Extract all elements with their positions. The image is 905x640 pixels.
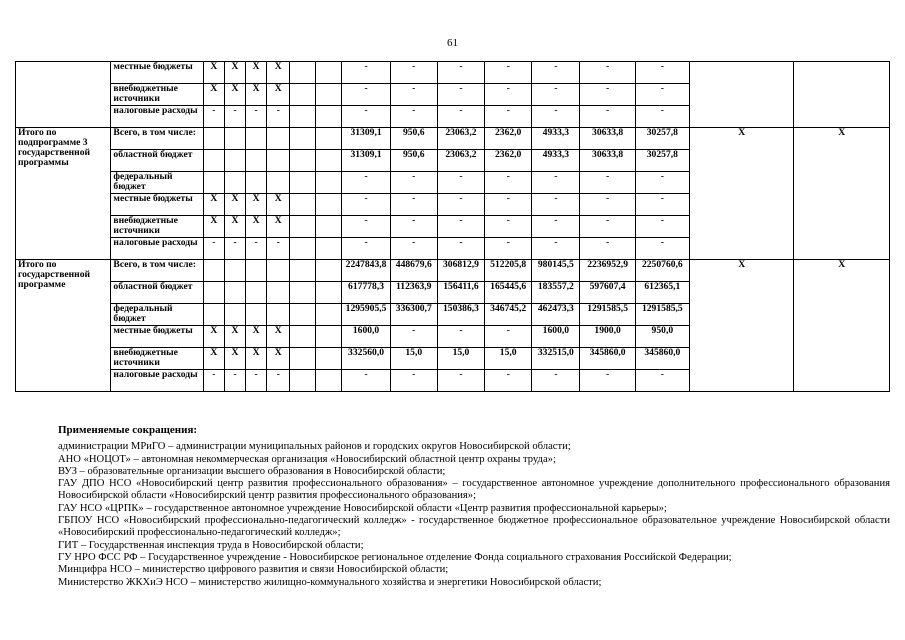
- value-cell: 2362,0: [485, 128, 532, 150]
- mark-cell: X: [203, 194, 224, 216]
- value-cell: -: [485, 194, 532, 216]
- mark-cell: [203, 172, 224, 194]
- value-cell: 336300,7: [390, 304, 437, 326]
- empty-cell: [290, 260, 316, 282]
- mark-cell: X: [267, 216, 290, 238]
- mark-cell: -: [246, 370, 267, 392]
- mark-cell: X: [203, 84, 224, 106]
- funding-source: внебюджетные источники: [111, 84, 203, 106]
- abbreviation-line: ГБПОУ НСО «Новосибирский профессионально-педагогический колледж» - государственное бюджетное профессиональное образовательное учреждение Новосибирской области «Новосибирский профессионально-педагогический колледж»;: [58, 515, 890, 539]
- mark-cell: -: [267, 106, 290, 128]
- value-cell: 617778,3: [342, 282, 390, 304]
- mark-cell: [224, 304, 245, 326]
- mark-cell: -: [203, 106, 224, 128]
- value-cell: 346745,2: [485, 304, 532, 326]
- value-cell: -: [390, 326, 437, 348]
- funding-source: местные бюджеты: [111, 62, 203, 84]
- value-cell: 30257,8: [635, 150, 689, 172]
- mark-cell: X: [203, 216, 224, 238]
- empty-cell: [290, 84, 316, 106]
- tail-cell: X: [794, 260, 890, 392]
- mark-cell: [203, 304, 224, 326]
- mark-cell: X: [203, 62, 224, 84]
- mark-cell: [246, 150, 267, 172]
- value-cell: -: [485, 238, 532, 260]
- mark-cell: -: [203, 370, 224, 392]
- value-cell: 165445,6: [485, 282, 532, 304]
- mark-cell: [224, 128, 245, 150]
- empty-cell: [290, 106, 316, 128]
- value-cell: -: [532, 194, 580, 216]
- empty-cell: [290, 172, 316, 194]
- abbreviation-line: ГИТ – Государственная инспекция труда в Новосибирской области;: [58, 539, 364, 551]
- empty-cell: [290, 370, 316, 392]
- value-cell: -: [390, 62, 437, 84]
- value-cell: 30257,8: [635, 128, 689, 150]
- empty-cell: [290, 150, 316, 172]
- mark-cell: X: [203, 348, 224, 370]
- value-cell: 2247843,8: [342, 260, 390, 282]
- value-cell: -: [390, 172, 437, 194]
- value-cell: -: [390, 370, 437, 392]
- tail-cell: X: [689, 260, 793, 392]
- funding-source: Всего, в том числе:: [111, 260, 203, 282]
- abbreviation-line: ГАУ ДПО НСО «Новосибирский центр развития профессионального образования» – государственное автономное учреждение дополнительного профессионального образования Новосибирской области «Новосибирский центр развития профессионального образования»;: [58, 478, 890, 502]
- mark-cell: X: [224, 62, 245, 84]
- mark-cell: X: [267, 62, 290, 84]
- empty-cell: [316, 216, 342, 238]
- empty-cell: [290, 62, 316, 84]
- value-cell: -: [437, 194, 484, 216]
- mark-cell: X: [224, 348, 245, 370]
- empty-cell: [290, 194, 316, 216]
- value-cell: 156411,6: [437, 282, 484, 304]
- value-cell: 112363,9: [390, 282, 437, 304]
- empty-cell: [316, 370, 342, 392]
- empty-cell: [316, 172, 342, 194]
- value-cell: -: [635, 84, 689, 106]
- funding-source: местные бюджеты: [111, 194, 203, 216]
- value-cell: -: [437, 62, 484, 84]
- value-cell: 950,6: [390, 128, 437, 150]
- value-cell: -: [485, 172, 532, 194]
- abbreviation-line: ВУЗ – образовательные организации высшего образования в Новосибирской области;: [58, 465, 446, 477]
- value-cell: -: [342, 62, 390, 84]
- value-cell: -: [485, 370, 532, 392]
- value-cell: 512205,8: [485, 260, 532, 282]
- row-group-label: Итого по государственной программе: [16, 260, 111, 392]
- value-cell: -: [532, 172, 580, 194]
- empty-cell: [316, 106, 342, 128]
- empty-cell: [316, 84, 342, 106]
- budget-table-body: [16, 62, 890, 392]
- value-cell: -: [485, 84, 532, 106]
- funding-source: налоговые расходы: [111, 238, 203, 260]
- mark-cell: [267, 304, 290, 326]
- mark-cell: [267, 128, 290, 150]
- value-cell: 448679,6: [390, 260, 437, 282]
- value-cell: 23063,2: [437, 150, 484, 172]
- funding-source: областной бюджет: [111, 150, 203, 172]
- value-cell: 15,0: [437, 348, 484, 370]
- value-cell: 1291585,5: [635, 304, 689, 326]
- value-cell: 1291585,5: [580, 304, 635, 326]
- mark-cell: [267, 172, 290, 194]
- value-cell: -: [390, 216, 437, 238]
- mark-cell: [246, 304, 267, 326]
- funding-source: Всего, в том числе:: [111, 128, 203, 150]
- value-cell: -: [342, 84, 390, 106]
- value-cell: 1295905,5: [342, 304, 390, 326]
- row-group-label: Итого по подпрограмме 3 государственной программы: [16, 128, 111, 260]
- mark-cell: [267, 282, 290, 304]
- empty-cell: [290, 304, 316, 326]
- value-cell: -: [532, 84, 580, 106]
- abbreviation-line: ГАУ НСО «ЦРПК» – государственное автономное учреждение Новосибирской области «Центр развития профессиональной карьеры»;: [58, 502, 667, 514]
- funding-source: налоговые расходы: [111, 370, 203, 392]
- value-cell: -: [580, 238, 635, 260]
- value-cell: 4933,3: [532, 150, 580, 172]
- abbreviation-line: Минцифра НСО – министерство цифрового развития и связи Новосибирской области;: [58, 564, 449, 576]
- value-cell: -: [580, 194, 635, 216]
- mark-cell: [267, 150, 290, 172]
- value-cell: 332560,0: [342, 348, 390, 370]
- value-cell: -: [437, 216, 484, 238]
- mark-cell: X: [267, 84, 290, 106]
- empty-cell: [316, 194, 342, 216]
- empty-cell: [290, 348, 316, 370]
- mark-cell: [203, 150, 224, 172]
- value-cell: -: [635, 194, 689, 216]
- mark-cell: X: [224, 194, 245, 216]
- mark-cell: [224, 172, 245, 194]
- mark-cell: -: [224, 370, 245, 392]
- value-cell: -: [437, 370, 484, 392]
- empty-cell: [316, 62, 342, 84]
- mark-cell: -: [267, 238, 290, 260]
- tail-cell: [794, 62, 890, 128]
- value-cell: -: [580, 84, 635, 106]
- value-cell: 23063,2: [437, 128, 484, 150]
- mark-cell: [246, 172, 267, 194]
- mark-cell: X: [267, 348, 290, 370]
- row-group-label: [16, 62, 111, 128]
- abbreviations-heading: Применяемые сокращения:: [58, 424, 198, 436]
- value-cell: 150386,3: [437, 304, 484, 326]
- value-cell: -: [390, 84, 437, 106]
- mark-cell: [224, 282, 245, 304]
- value-cell: -: [532, 370, 580, 392]
- abbreviations-list: [58, 441, 890, 589]
- value-cell: 306812,9: [437, 260, 484, 282]
- value-cell: 4933,3: [532, 128, 580, 150]
- value-cell: -: [342, 106, 390, 128]
- abbreviations-block: [58, 424, 890, 589]
- mark-cell: X: [224, 216, 245, 238]
- empty-cell: [290, 128, 316, 150]
- empty-cell: [290, 326, 316, 348]
- mark-cell: X: [224, 326, 245, 348]
- value-cell: -: [580, 216, 635, 238]
- empty-cell: [290, 238, 316, 260]
- empty-cell: [316, 260, 342, 282]
- mark-cell: X: [246, 326, 267, 348]
- value-cell: 597607,4: [580, 282, 635, 304]
- mark-cell: X: [267, 326, 290, 348]
- table-row: [16, 128, 890, 150]
- mark-cell: X: [246, 194, 267, 216]
- value-cell: 30633,8: [580, 128, 635, 150]
- mark-cell: X: [203, 326, 224, 348]
- mark-cell: [246, 128, 267, 150]
- value-cell: -: [532, 216, 580, 238]
- value-cell: -: [342, 172, 390, 194]
- value-cell: 15,0: [485, 348, 532, 370]
- value-cell: 1600,0: [532, 326, 580, 348]
- value-cell: -: [390, 194, 437, 216]
- abbreviation-line: ГУ НРО ФСС РФ – Государственное учреждение - Новосибирское региональное отделение Фонда социального страхования Российской Федерации;: [58, 551, 732, 563]
- value-cell: 950,6: [390, 150, 437, 172]
- mark-cell: [224, 150, 245, 172]
- empty-cell: [316, 348, 342, 370]
- empty-cell: [290, 282, 316, 304]
- value-cell: 462473,3: [532, 304, 580, 326]
- value-cell: -: [635, 62, 689, 84]
- empty-cell: [316, 304, 342, 326]
- value-cell: -: [390, 238, 437, 260]
- mark-cell: [224, 260, 245, 282]
- value-cell: -: [342, 370, 390, 392]
- mark-cell: -: [246, 106, 267, 128]
- value-cell: 612365,1: [635, 282, 689, 304]
- value-cell: 2362,0: [485, 150, 532, 172]
- value-cell: 980145,5: [532, 260, 580, 282]
- value-cell: -: [580, 106, 635, 128]
- mark-cell: X: [267, 194, 290, 216]
- funding-source: налоговые расходы: [111, 106, 203, 128]
- table-row: [16, 260, 890, 282]
- value-cell: -: [532, 106, 580, 128]
- abbreviation-line: администрации МРиГО – администрации муниципальных районов и городских округов Новосибирской области;: [58, 441, 571, 453]
- mark-cell: X: [246, 216, 267, 238]
- value-cell: -: [485, 106, 532, 128]
- mark-cell: [203, 282, 224, 304]
- value-cell: -: [580, 370, 635, 392]
- empty-cell: [316, 238, 342, 260]
- empty-cell: [316, 128, 342, 150]
- value-cell: 31309,1: [342, 150, 390, 172]
- value-cell: -: [635, 216, 689, 238]
- value-cell: 332515,0: [532, 348, 580, 370]
- value-cell: -: [342, 216, 390, 238]
- mark-cell: -: [246, 238, 267, 260]
- empty-cell: [316, 282, 342, 304]
- value-cell: -: [437, 84, 484, 106]
- tail-cell: [689, 62, 793, 128]
- value-cell: -: [580, 62, 635, 84]
- mark-cell: [203, 260, 224, 282]
- value-cell: -: [390, 106, 437, 128]
- funding-source: внебюджетные источники: [111, 348, 203, 370]
- mark-cell: [246, 282, 267, 304]
- funding-source: областной бюджет: [111, 282, 203, 304]
- abbreviation-line: АНО «НОЦОТ» – автономная некоммерческая организация «Новосибирский областной центр охраны труда»;: [58, 453, 556, 465]
- value-cell: -: [342, 238, 390, 260]
- mark-cell: X: [246, 62, 267, 84]
- value-cell: -: [635, 238, 689, 260]
- budget-table: [15, 61, 890, 392]
- value-cell: -: [485, 326, 532, 348]
- value-cell: 2250760,6: [635, 260, 689, 282]
- value-cell: 1900,0: [580, 326, 635, 348]
- funding-source: местные бюджеты: [111, 326, 203, 348]
- mark-cell: X: [246, 84, 267, 106]
- mark-cell: X: [224, 84, 245, 106]
- value-cell: -: [437, 106, 484, 128]
- value-cell: 345860,0: [580, 348, 635, 370]
- value-cell: 30633,8: [580, 150, 635, 172]
- value-cell: -: [635, 106, 689, 128]
- mark-cell: -: [203, 238, 224, 260]
- value-cell: -: [580, 172, 635, 194]
- value-cell: 2236952,9: [580, 260, 635, 282]
- value-cell: 183557,2: [532, 282, 580, 304]
- mark-cell: -: [267, 370, 290, 392]
- value-cell: -: [485, 216, 532, 238]
- value-cell: 1600,0: [342, 326, 390, 348]
- mark-cell: -: [224, 238, 245, 260]
- value-cell: -: [485, 62, 532, 84]
- table-row: [16, 62, 890, 84]
- value-cell: -: [437, 172, 484, 194]
- value-cell: 950,0: [635, 326, 689, 348]
- mark-cell: [267, 260, 290, 282]
- mark-cell: X: [246, 348, 267, 370]
- empty-cell: [316, 150, 342, 172]
- value-cell: 31309,1: [342, 128, 390, 150]
- value-cell: -: [635, 172, 689, 194]
- value-cell: -: [437, 326, 484, 348]
- funding-source: федеральный бюджет: [111, 172, 203, 194]
- value-cell: -: [437, 238, 484, 260]
- funding-source: внебюджетные источники: [111, 216, 203, 238]
- empty-cell: [316, 326, 342, 348]
- empty-cell: [290, 216, 316, 238]
- value-cell: 345860,0: [635, 348, 689, 370]
- tail-cell: X: [689, 128, 793, 260]
- mark-cell: -: [224, 106, 245, 128]
- mark-cell: [246, 260, 267, 282]
- value-cell: 15,0: [390, 348, 437, 370]
- value-cell: -: [532, 238, 580, 260]
- page-number: 61: [447, 37, 458, 49]
- value-cell: -: [342, 194, 390, 216]
- value-cell: -: [635, 370, 689, 392]
- abbreviation-line: Министерство ЖКХиЭ НСО – министерство жилищно-коммунального хозяйства и энергетики Новосибирской области;: [58, 576, 602, 588]
- mark-cell: [203, 128, 224, 150]
- value-cell: -: [532, 62, 580, 84]
- tail-cell: X: [794, 128, 890, 260]
- funding-source: федеральный бюджет: [111, 304, 203, 326]
